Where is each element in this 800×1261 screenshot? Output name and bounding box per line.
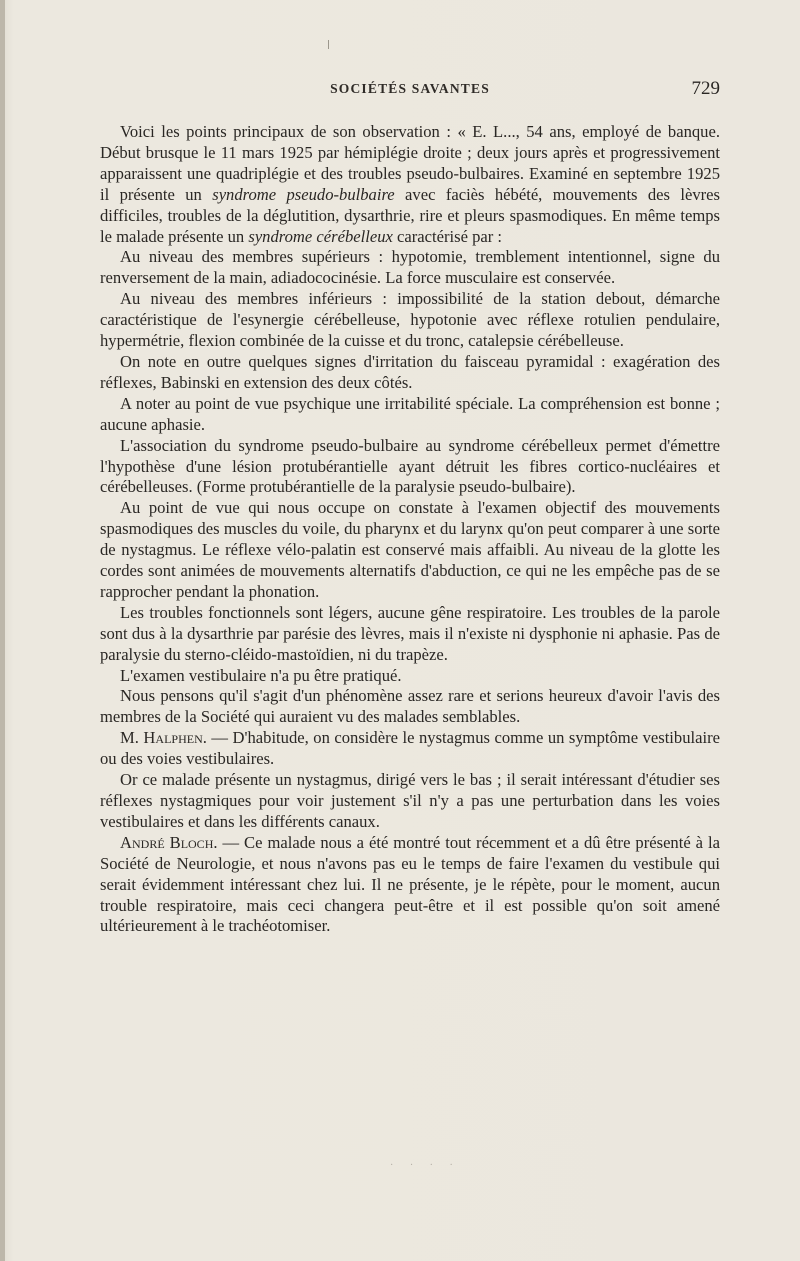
page-binding-edge xyxy=(0,0,5,1261)
paragraph xyxy=(100,833,720,938)
text-run: Or ce malade présente un nystagmus, dirigé vers le bas ; il serait intéressant d'étudier ses réflexes nystagmiques pour voir justement s'il n'y a pas une perturbation dans les voies vestibulaires et dans les différents canaux. xyxy=(100,770,720,831)
paragraph xyxy=(100,394,720,436)
paragraph xyxy=(100,289,720,352)
speaker-name: Halphen xyxy=(143,728,203,748)
print-mark xyxy=(328,40,329,49)
print-specks: · · · · xyxy=(390,1160,460,1171)
paragraph xyxy=(100,122,720,247)
text-run: . — D'habitude, on considère le nystagmus comme un symptôme vestibulaire ou des voies vestibulaires. xyxy=(100,728,720,769)
paragraph xyxy=(100,436,720,499)
text-run: M. xyxy=(120,728,144,748)
page-number: 729 xyxy=(691,78,720,99)
paragraph xyxy=(100,666,720,687)
paragraph xyxy=(100,728,720,770)
text-run: Voici les points principaux de son observation : « E. L..., 54 ans, employé de banque. Début brusque le 11 mars 1925 par hémiplégie droite ; deux jours après et progressivement apparaissent une quadriplégie et des troubles pseudo-bulbaires. Examiné en septembre 1925 il présente un xyxy=(100,122,720,204)
speaker-name: André Bloch xyxy=(120,832,214,852)
text-run: Les troubles fonctionnels sont légers, aucune gêne respiratoire. Les troubles de la parole sont dus à la dysarthrie par parésie des lèvres, mais il n'existe ni dysphonie ni aphasie. Pas de paralysie du sterno-cléido-mastoïdien, ni du trapèze. xyxy=(100,602,720,664)
paragraph xyxy=(100,352,720,394)
text-run: caractérisé par : xyxy=(392,226,503,246)
emphasis-text: syndrome pseudo-bulbaire xyxy=(212,184,395,204)
emphasis-text: syndrome cérébelleux xyxy=(248,226,393,246)
paragraph xyxy=(100,498,720,603)
text-run: L'examen vestibulaire n'a pu être pratiqué. xyxy=(120,665,402,685)
text-run: L'association du syndrome pseudo-bulbaire au syndrome cérébelleux permet d'émettre l'hypothèse d'une lésion protubérantielle ayant détruit les fibres cortico-nucléaires et cérébelleuses. (Forme protubérantielle de la paralysie pseudo-bulbaire). xyxy=(100,435,720,497)
text-run: . — Ce malade nous a été montré tout récemment et a dû être présenté à la Société de Neurologie, et nous n'avons pas eu le temps de faire l'examen du vestibule qui serait évidemment intéressant chez lui. Il ne présente, je le répète, pour le moment, aucun trouble respiratoire, mais ceci changera peut-être et il est possible qu'on soit amené ultérieurement à le trachéotomiser. xyxy=(100,832,720,936)
text-run: avec faciès hébété, mouvements des lèvres difficiles, troubles de la déglutition, dysarthrie, rire et pleurs spasmodiques. En même temps le malade présente un xyxy=(100,184,721,246)
text-run: On note en outre quelques signes d'irritation du faisceau pyramidal : exagération des réflexes, Babinski en extension des deux côtés. xyxy=(100,351,720,392)
paragraph xyxy=(100,770,720,833)
text-run: Au niveau des membres inférieurs : impossibilité de la station debout, démarche caractéristique de l'esynergie cérébelleuse, hypotonie avec réflexe rotulien pendulaire, hypermétrie, flexion combinée de la cuisse et du tronc, catalepsie cérébelleuse. xyxy=(100,289,720,351)
text-run: Au niveau des membres supérieurs : hypotomie, tremblement intentionnel, signe du renversement de la main, adiadococinésie. La force musculaire est conservée. xyxy=(100,247,720,288)
paragraph xyxy=(100,247,720,289)
paragraph xyxy=(100,686,720,728)
text-run: A noter au point de vue psychique une irritabilité spéciale. La compréhension est bonne ; aucune aphasie. xyxy=(100,393,720,434)
article-body xyxy=(100,122,720,937)
text-run: Nous pensons qu'il s'agit d'un phénomène assez rare et serions heureux d'avoir l'avis des membres de la Société qui auraient vu des malades semblables. xyxy=(100,686,720,727)
paragraph xyxy=(100,603,720,666)
running-header xyxy=(100,78,720,102)
text-run: Au point de vue qui nous occupe on constate à l'examen objectif des mouvements spasmodiques des muscles du voile, du pharynx et du larynx qu'on peut comparer à une sorte de nystagmus. Le réflexe vélo-palatin est conservé mais affaibli. Au niveau de la glotte les cordes sont animées de mouvements alternatifs d'abduction, ce qui ne les empêche pas de se rapprocher pendant la phonation. xyxy=(100,498,720,601)
running-title: SOCIÉTÉS SAVANTES xyxy=(330,81,490,96)
